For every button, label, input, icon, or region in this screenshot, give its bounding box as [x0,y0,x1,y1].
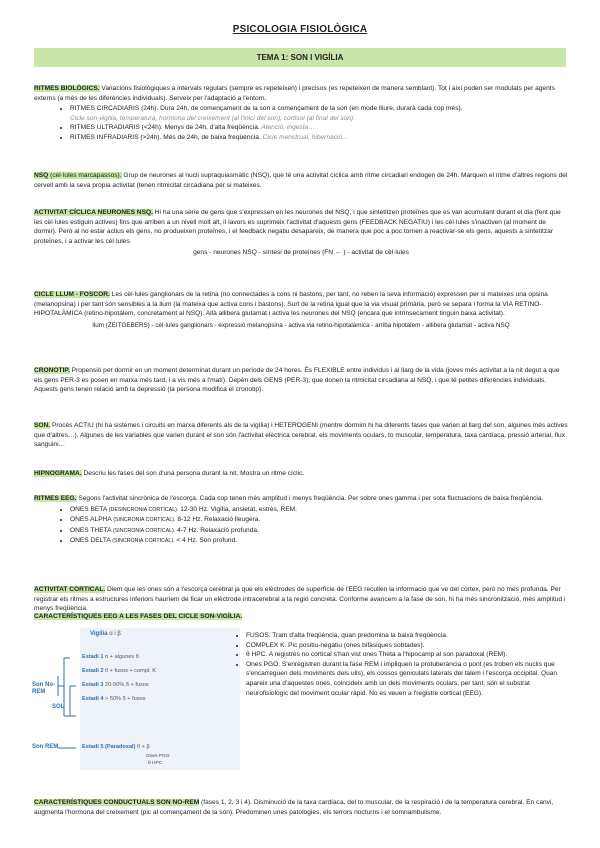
section-text: Descriu les fases del son d'una persona durant la nit. Mostra un ritme cíclic. [81,470,305,477]
figure-stage: Estadi 2 θ + fusos + compl. K [82,668,156,674]
eeg-list [34,505,568,547]
list-item: • ONES DELTA (SINCRONIA CORTICAL). < 4 Hz. Son profund. [70,536,568,547]
section-text: Variacions fisiològiques a intervals regulars (sempre es repeteixen) i precisos (es repeteixen de manera semblant). Tot i així poden ser modulats per agents externs (a més de les diferències individuals). Serveix per l'adaptació a l'entorn. [34,85,555,102]
section-text: (fases 1, 2, 3 i 4). Disminució de la taxa cardíaca, del to muscular, de la respiració i de la temperatura cerebral. En canvi, augmenta l'hormona del creixement (pic al començament de la son). Predominen unes patologies, els terrors nocturns i el somnambulisme. [34,799,554,816]
section-nsq [34,171,568,190]
eeg-features-list [232,631,568,698]
figure-stage: Estadi 5 (Paradoxal) θ + β [82,744,150,750]
list-item: • θ HPC. A registres no cortical s'han vist ones Theta a l'hipocamp al son paradoxal (REM). [246,650,568,660]
formula-line: llum (ZEITGEBERS) - cèl·lules ganglionars - expressió melanopsina - activa via retino-hipotalàmica - arriba hipotàlem - allibera glutamat - activa NSQ [92,321,510,329]
section-heading: NSQ [34,172,49,179]
topic-banner: TEMA 1: SON I VIGÍLIA [34,48,566,67]
ritmes-list [34,104,568,142]
section-heading-paren: (cèl·lules marcapassos). [48,172,122,179]
section-heading: ACTIVITAT CÍCLICA NEURONES NSQ. [34,209,153,216]
figure-stage: Estadi 4 > 50% δ + fusos [82,696,146,702]
section-heading: CICLE LLUM - FOSCOR. [34,291,110,298]
section-text: Segons l'activitat sincrònica de l'escorça. Cada cop tenen més amplitud i menys freqüència. Per sobre ones gamma i per sota fluctuacions de baixa freqüència. [76,495,544,502]
figure-note: Ones PGO [146,754,170,759]
list-item: • COMPLEX K. Pic positiu-negatiu (ones bifàsiques sobtades). [246,641,568,651]
section-ritmes [34,84,568,143]
section-heading: HIPNOGRAMA. [34,470,82,477]
list-item: • FUSOS. Tram d'alta freqüència, quan predomina la baixa freqüència. [246,631,568,641]
section-activitat-ciclica [34,208,568,258]
section-heading: CARACTERÍSTIQUES EEG A LES FASES DEL CICLE SON-VIGÍLIA. [34,613,243,620]
list-item: • RITMES CIRCADIARIS (24h). Dura 24h, de començament de la son a començament de la son (en mode lliure, durarà cada cop més). [70,104,568,114]
section-text: Procés ACTIU (hi ha sistemes i circuits en marxa diferents als de la vigília) i HETEROGENI (mentre dormim hi ha diferents fases que varien al llarg del son, algunes més actives que d'altres…). Algunes de les variables que varien durant el son són l'activitat elèctrica cerebral, els moviments oculars, to muscular, temperatura, taxa cardíaca, pressió arterial, flux sanguini… [34,422,568,449]
section-heading: RITMES BIOLÒGICS. [34,85,100,92]
section-activitat-cortical [34,585,568,614]
list-item: • ONES THETA (SINCRONIA CORTICAL). 4-7 Hz. Relaxació profunda. [70,526,568,537]
document-title: PSICOLOGIA FISIOLÒGICA [232,24,368,35]
list-item: • ONES ALPHA (SINCRONIA CORTICAL). 8-12 Hz. Relaxació lleugera. [70,515,568,526]
list-item: • RITMES ULTRADIARIS (<24h). Menys de 24h, d'alta freqüència. Atenció, ingesta… [70,123,568,133]
section-son [34,421,568,450]
figure-label-sol: SOL [52,704,65,710]
section-text: Hi ha una sèrie de gens que s'expressen en les neurones del NSQ, i que sintetitzen proteïnes que es van acumulant durant el dia (fent que les cèl·lules estiguin actives) fins que arriben a un nivell molt alt, il·lavors es suprimeix l'activitat d'aquests gens (FEEDBACK NEGATIU) i les cèl·lules s'inactiven (al moment de dormir). Però al no estar actius els gens, no produeixen proteïnes, i el feedback negatiu desapareix, de manera que poc a poc tornen a reactivar-se els gens, aquests a sintetitzar proteïnes, i a activar les cèl·lules. [34,209,561,245]
section-heading: ACTIVITAT CORTICAL. [34,586,106,593]
section-heading: RITMES EEG. [34,495,77,502]
section-heading: CRONOTIP. [34,367,70,374]
figure-vigilia: Vigília α i β [90,631,121,637]
figure-label-rem: Son REM [32,744,59,750]
section-text: Grup de neurones al nucli supraquiasmàtic (NSQ), que té una activitat cíclica amb ritme circadiari endogen de 24h. Marquen el ritme d'altres regions del cervell amb la seva pròpia activitat (tenen ritmicitat circadiana per si mateixes. [34,172,568,189]
list-item: • Ones PGO. S'enregistren durant la fase REM i impliquen la protuberància o pont (es troben els nuclis que s'encarreguen dels moviments dels ulls), els cossos geniculats laterals del tàlem i l'escorça occipital. Quan apareix una d'aquestes ones, coincideix amb un dels moviments oculars, per tant, són el substrat neurofisiològic del moviment ocular ràpid. No es veuen a l'registre cortical (EEG). [246,660,568,698]
figure-label-nrem: Son No-REM [32,682,55,695]
section-cicle-llum [34,290,568,330]
list-item-note: Cicle son-vigília, temperatura, hormona del creixement (al l'inici del son), cortisol (al final del son). [70,114,355,122]
section-heading: CARACTERÍSTIQUES CONDUCTUALS SON NO-REM [34,799,200,806]
section-cronotip [34,366,568,395]
section-text: Diem que les ones són a l'escorça cerebral ja que els elèctrodes de superfície de l'EEG recullen la informació que ve del còrtex, però no més profunda. Per registrar els ritmes a estructures inferiors hauríem de ficar un elèctrode intracerebral a la regió concreta. Conforme avancem a la fase de son, hi ha més sincronització, més amplitud i menys freqüència. [34,586,566,613]
list-item: • ONES BETA (DESINCRONIA CORTICAL). 12-30 Hz. Vigília, ansietat, estrès, REM. [70,505,568,516]
sleep-stages-figure [30,626,242,772]
section-ritmes-eeg [34,494,568,547]
formula-line: gens - neurones NSQ - síntesi de proteïnes (FN ← ) - activitat de cèl·lules [193,249,409,257]
figure-note: θ HPC [148,761,163,766]
section-text: Les cèl·lules ganglionars de la retina (no connectades a cons ni bastons, per tant, no reben la seva informació) expressen per si mateixes una opsina (melanopsina) i per tant són sensibles a la llum (la mateixa que activa cons i bastons). Surt de la retina igual que la via visual primària, però se separa i forma la VIA RETINO-HIPOTALÀMICA (retino-hipotàlem, concretament al NSQ). Allà allibera glutamat i activa les neurones del NSQ (encara que intrínsecament tinguin baixa activitat). [34,291,548,318]
list-item: • RITMES INFRADIARIS (>24h). Més de 24h, de baixa freqüència. Cicle menstrual, hibernació… [70,133,568,143]
section-conductuals [34,798,568,817]
figure-stage: Estadi 3 20-50% δ + fusos [82,682,149,688]
section-caracteristiques-eeg [34,612,568,622]
section-heading: SON. [34,422,51,429]
section-hipnograma [34,469,568,479]
figure-stage: Estadi 1 α + algunes θ [82,654,139,660]
section-text: Propensió per dormir en un moment determinat durant un període de 24 hores. És FLEXIBLE entre individus i al llarg de la vida (joves més activitat a la nit degut a que els gens PER-3 es posen en marxa més tard, i a vis més a l'matí). Depèn dels GENS (PER-3), que donen la ritmicitat circadiana al NSQ, i que té petites diferències individuals. Aquests gens tenen relació amb la depressió (la persona modifica el cronotip). [34,367,560,394]
